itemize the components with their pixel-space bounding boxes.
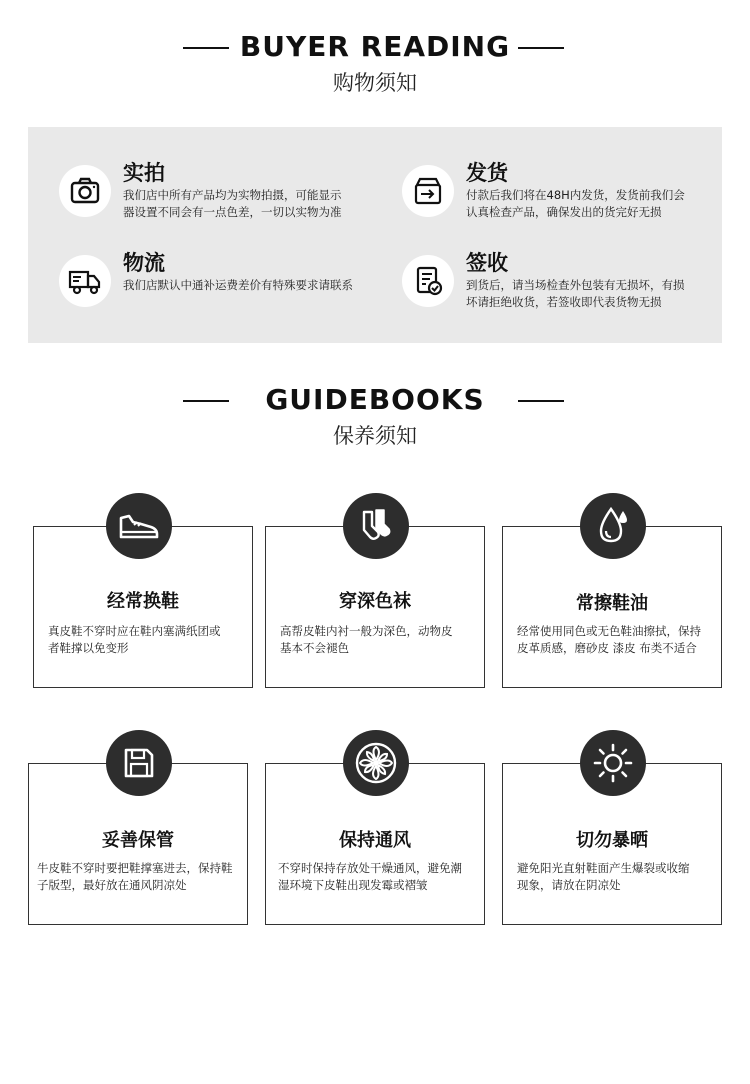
sun-icon <box>580 730 646 796</box>
save-disk-icon <box>106 730 172 796</box>
care-card-title: 经常换鞋 <box>107 591 179 612</box>
guidebooks-title: GUIDEBOOKS <box>265 383 485 416</box>
reading-item-text: 我们店默认中通补运费差价有特殊要求请联系 <box>123 278 353 292</box>
care-card-text: 真皮鞋不穿时应在鞋内塞满纸团或 者鞋撑以免变形 <box>48 624 221 655</box>
care-card-title: 保持通风 <box>339 830 411 851</box>
reading-item-title: 实拍 <box>123 161 165 185</box>
care-card-text: 避免阳光直射鞋面产生爆裂或收缩 现象，请放在阴凉处 <box>517 861 690 892</box>
reading-item-title: 发货 <box>466 161 508 185</box>
reading-item-text: 我们店中所有产品均为实物拍摄，可能显示 器设置不同会有一点色差，一切以实物为准 <box>123 188 342 219</box>
reading-item-text: 到货后，请当场检查外包装有无损坏，有损 坏请拒绝收货，若签收即代表货物无损 <box>466 278 685 309</box>
signed-document-icon <box>402 255 454 307</box>
care-card-text: 不穿时保持存放处干燥通风，避免潮 湿环境下皮鞋出现发霉或褶皱 <box>278 861 462 892</box>
oil-drop-icon <box>580 493 646 559</box>
guidebooks-subtitle: 保养须知 <box>333 424 417 448</box>
care-card-text: 经常使用同色或无色鞋油擦拭，保持 皮革质感，磨砂皮 漆皮 布类不适合 <box>517 624 701 655</box>
buyer-reading-title: BUYER READING <box>239 30 511 63</box>
care-card-title: 常擦鞋油 <box>576 593 648 614</box>
buyer-reading-subtitle: 购物须知 <box>333 71 417 95</box>
care-card-title: 妥善保管 <box>102 830 174 851</box>
package-icon <box>402 165 454 217</box>
buyer-reading-panel <box>28 127 722 343</box>
care-card-text: 牛皮鞋不穿时要把鞋撑塞进去，保持鞋 子版型，最好放在通风阴凉处 <box>37 861 233 892</box>
care-card-title: 切勿暴晒 <box>576 830 648 851</box>
care-card-title: 穿深色袜 <box>339 591 411 612</box>
shoe-icon <box>106 493 172 559</box>
reading-item-title: 签收 <box>466 251 508 275</box>
socks-icon <box>343 493 409 559</box>
truck-icon <box>59 255 111 307</box>
reading-item-text: 付款后我们将在48H内发货，发货前我们会 认真检查产品，确保发出的货完好无损 <box>466 188 685 219</box>
camera-icon <box>59 165 111 217</box>
care-card-text: 高帮皮鞋内衬一般为深色，动物皮 基本不会褪色 <box>280 624 453 655</box>
guidebooks-header <box>0 383 750 450</box>
buyer-reading-header <box>0 30 750 97</box>
reading-item-title: 物流 <box>123 251 165 275</box>
fan-icon <box>343 730 409 796</box>
